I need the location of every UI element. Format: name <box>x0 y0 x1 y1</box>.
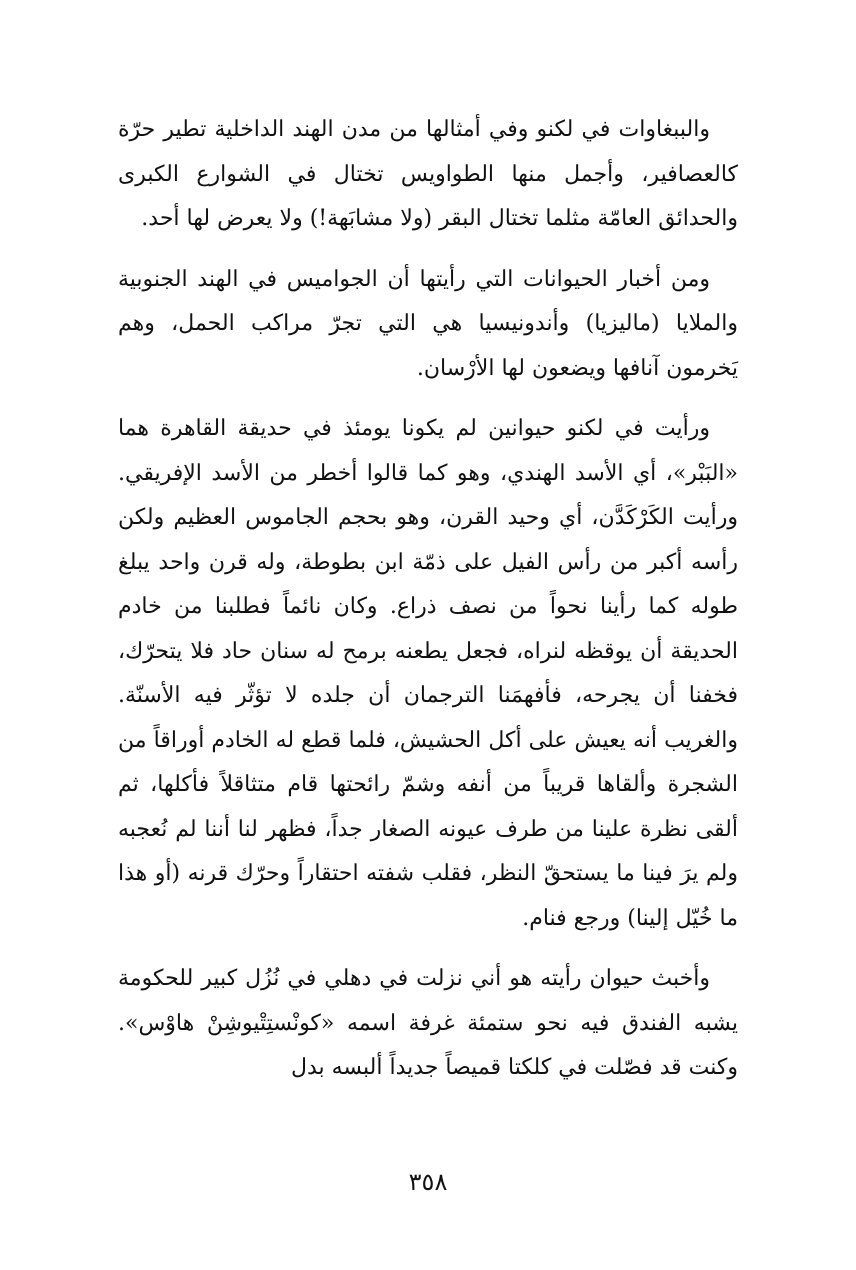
page-body <box>118 108 738 1107</box>
paragraph-buffaloes: ومن أخبار الحيوانات التي رأيتها أن الجواميس في الهند الجنوبية والملايا (ماليزيا) وأندونيسيا هي التي تجرّ مراكب الحمل، وهم يَخرمون آنافها ويضعون لها الأرْسان. <box>118 266 738 381</box>
paragraph-delhi-hotel: وأخبث حيوان رأيته هو أني نزلت في دهلي في نُزُل كبير للحكومة يشبه الفندق فيه نحو ستمئة غرفة اسمه «كونْستِتْيوشِنْ هاوْس». وكنت قد فصّلت في كلكتا قميصاً جديداً ألبسه بدل <box>118 966 738 1080</box>
paragraph-tiger-rhinoceros: ورأيت في لكنو حيوانين لم يكونا يومئذ في حديقة القاهرة هما «البَبْر»، أي الأسد الهندي، وهو كما قالوا أخطر من الأسد الإفريقي. ورأيت الكَرْكَدَّن، أي وحيد القرن، وهو بحجم الجاموس العظيم ولكن رأسه أكبر من رأس الفيل على ذمّة ابن بطوطة، وله قرن واحد يبلغ طوله كما رأينا نحواً من نصف ذراع. وكان نائماً فطلبنا من خادم الحديقة أن يوقظه لنراه، فجعل يطعنه برمح له سنان حاد فلا يتحرّك، فخفنا أن يجرحه، فأفهمَنا الترجمان أن جلده لا تؤثّر فيه الأسنّة. والغريب أنه يعيش على أكل الحشيش، فلما قطع له الخادم أوراقاً من الشجرة وألقاها قريباً من أنفه وشمّ رائحتها قام متثاقلاً فأكلها، ثم ألقى نظرة علينا من طرف عيونه الصغار جداً، فظهر لنا أننا لم نُعجبه ولم يرَ فينا ما يستحقّ النظر، فقلب شفته احتقاراً وحرّك قرنه (أو هذا ما خُيّل إلينا) ورجع فنام. <box>118 416 738 931</box>
paragraph-parrots-peacocks: والببغاوات في لكنو وفي أمثالها من مدن الهند الداخلية تطير حرّة كالعصافير، وأجمل منها الطواويس تختال في الشوارع الكبرى والحدائق العامّة مثلما تختال البقر (ولا مشابَهة!) ولا يعرض لها أحد. <box>118 117 738 231</box>
page-number: ٣٥٨ <box>408 1168 448 1196</box>
